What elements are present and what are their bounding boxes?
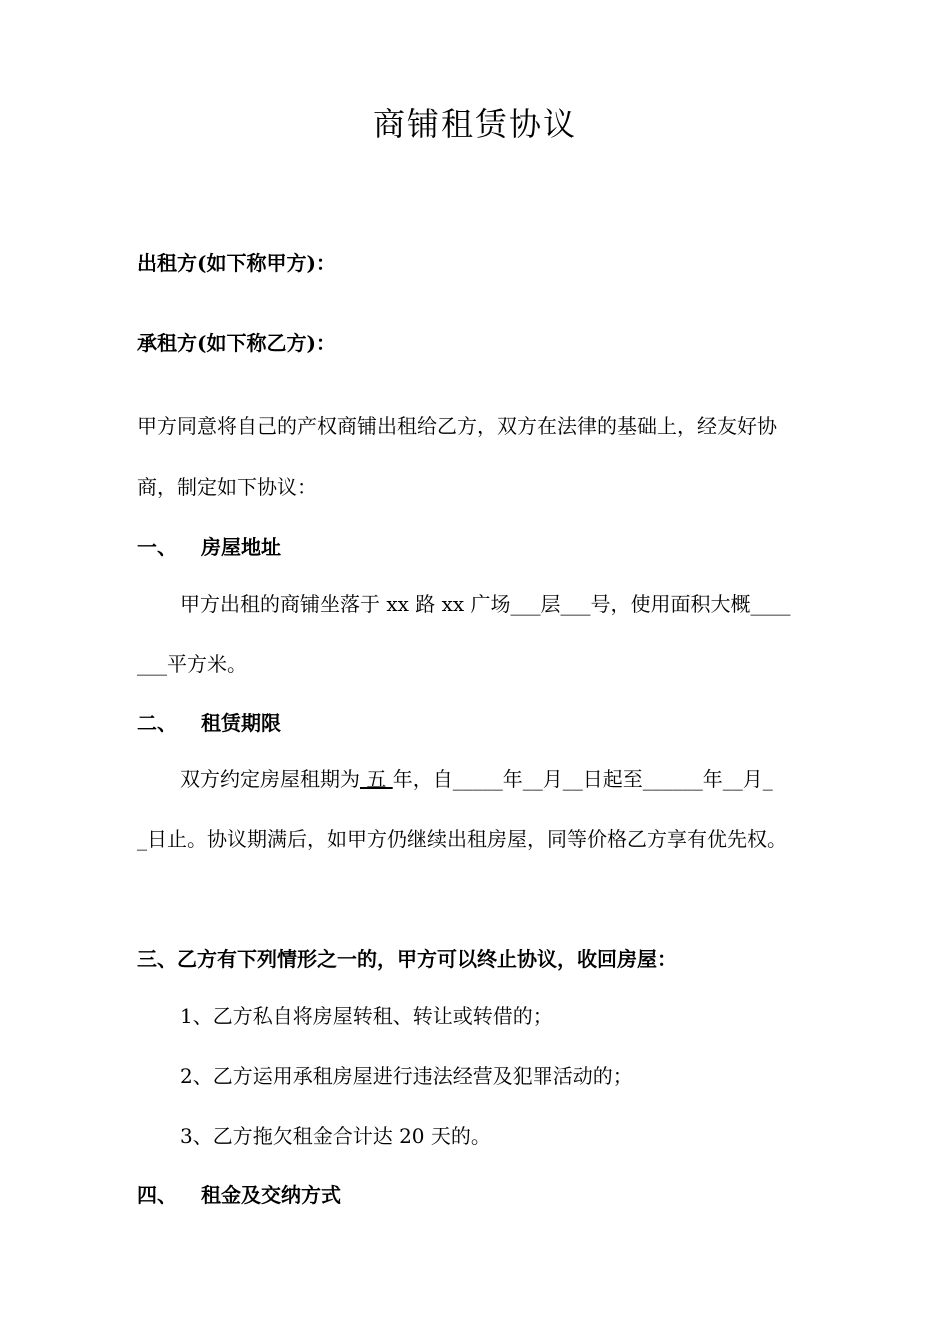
document-title: 商铺租赁协议 [372,105,577,143]
section-1-heading [137,532,877,562]
lessor-label: 出租方(如下称甲方)： [137,251,336,275]
section-4-title: 租金及交纳方式 [201,1183,341,1207]
section-3-item-2: 2、乙方运用承租房屋进行违法经营及犯罪活动的； [180,1064,633,1088]
term-text-a: 双方约定房屋租期为 [180,767,360,791]
section-2-title: 租赁期限 [201,711,281,735]
term-text-b: 年，自_____年__月__日起至______年__月_ [392,767,773,791]
section-3-item-1: 1、乙方私自将房屋转租、转让或转借的； [180,1004,553,1028]
intro-line-2: 商，制定如下协议： [137,475,317,499]
section-3-heading: 三、乙方有下列情形之一的，甲方可以终止协议，收回房屋： [137,947,677,971]
section-2-number: 二、 [137,711,177,735]
section-4-heading [137,1180,877,1210]
section-2-line-1 [180,764,860,794]
section-1-line-1: 甲方出租的商铺坐落于 xx 路 xx 广场___层___号，使用面积大概____ [180,592,791,616]
intro-line-1: 甲方同意将自己的产权商铺出租给乙方，双方在法律的基础上，经友好协 [137,414,777,438]
term-years: 五 [360,767,393,791]
section-2-line-2: _日止。协议期满后，如甲方仍继续出租房屋，同等价格乙方享有优先权。 [137,827,787,851]
section-4-number: 四、 [137,1183,177,1207]
section-3-item-3: 3、乙方拖欠租金合计达 20 天的。 [180,1124,491,1148]
lessee-label: 承租方(如下称乙方)： [137,331,336,355]
section-1-line-2: ___平方米。 [137,652,247,676]
section-2-heading [137,708,877,738]
section-1-number: 一、 [137,535,177,559]
section-1-title: 房屋地址 [201,535,281,559]
